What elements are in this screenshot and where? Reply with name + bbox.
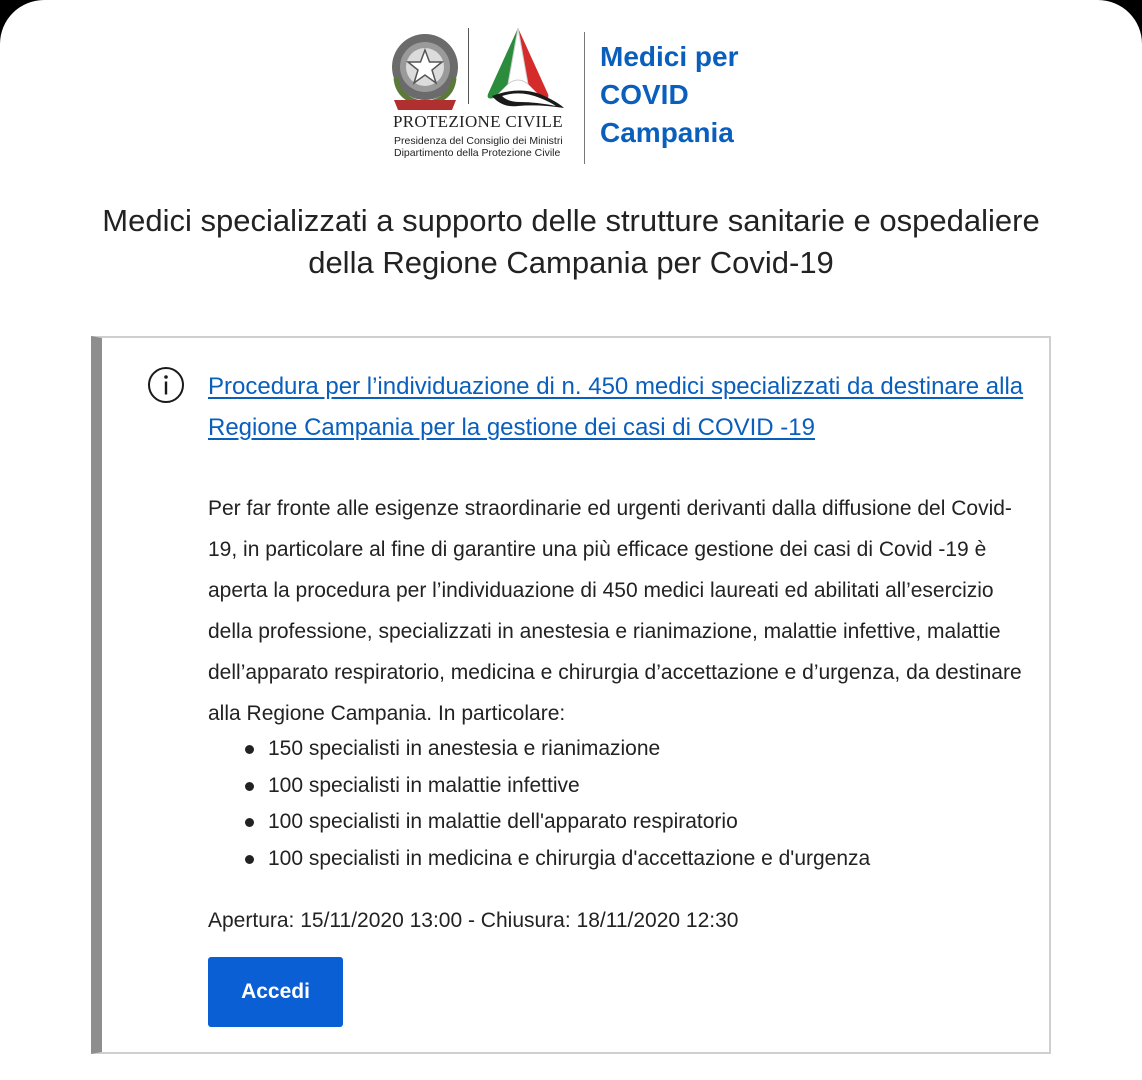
- procedure-description: Per far fronte alle esigenze straordinarie ed urgenti derivanti dalla diffusione del Covid-19, in particolare al fine di garantire una più efficace gestione dei casi di Covid -19 è aperta la procedura per l’individuazione di 450 medici laureati ed abilitati all’esercizio della professione, specializzati in anestesia e rianimazione, malattie infettive, malattie dell’apparato respiratorio, medicina e chirurgia d’accettazione e d’urgenza, da destinare alla Regione Campania. In particolare:: [208, 497, 1022, 725]
- specialists-list: [208, 731, 870, 877]
- pc-sub-1: Presidenza del Consiglio dei Ministri: [394, 135, 563, 147]
- protezione-civile-wordmark: [390, 112, 572, 159]
- accedi-button[interactable]: Accedi: [208, 957, 343, 1027]
- pc-sub-2: Dipartimento della Protezione Civile: [394, 147, 561, 159]
- list-item: 100 specialisti in medicina e chirurgia d'accettazione e d'urgenza: [208, 841, 870, 878]
- list-item: 100 specialisti in malattie dell'apparato respiratorio: [208, 804, 870, 841]
- italian-republic-emblem-icon: [388, 30, 462, 116]
- header-divider: [584, 32, 585, 164]
- list-item: 150 specialisti in anestesia e rianimazione: [208, 731, 870, 768]
- site-header: [388, 22, 788, 172]
- procedure-link[interactable]: Procedura per l’individuazione di n. 450 medici specializzati da destinare alla Regione Campania per la gestione dei casi di COVID -19: [208, 373, 1024, 441]
- brand-title: Medici per COVID Campania: [600, 41, 739, 148]
- opening-closing-dates: Apertura: 15/11/2020 13:00 - Chiusura: 18/11/2020 12:30: [208, 909, 739, 932]
- page-title: Medici specializzati a supporto delle strutture sanitarie e ospedaliere della Regione Campania per Covid-19: [102, 203, 1040, 280]
- pc-name: PROTEZIONE CIVILE: [393, 112, 563, 131]
- header-divider: [468, 28, 469, 104]
- info-icon: [147, 366, 185, 404]
- list-item: 100 specialisti in malattie infettive: [208, 768, 870, 805]
- protezione-civile-logo-icon: [478, 24, 568, 116]
- procedure-card: [91, 336, 1051, 1054]
